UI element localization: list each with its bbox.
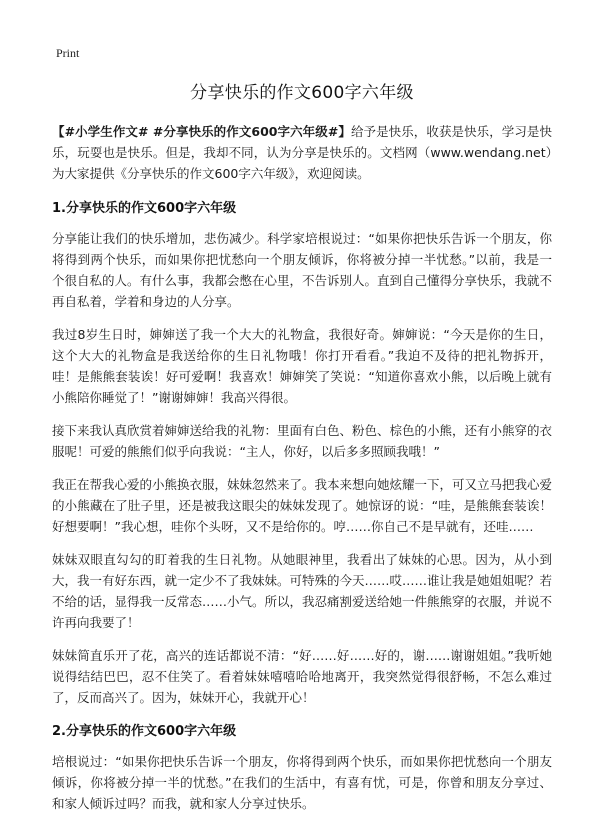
document xyxy=(52,78,552,826)
document-title: 分享快乐的作文600字六年级 xyxy=(190,83,414,103)
section-1-paragraph-1: 分享能让我们的快乐增加，悲伤减少。科学家培根说过：“如果你把快乐告诉一个朋友，你将得到两个快乐，而如果你把忧愁向一个朋友倾诉，你将被分掉一半忧愁。”以前，我是一个很自私的人。有什么事，我都会憋在心里，不告诉别人。直到自己懂得分享快乐，我就不再自私着，学着和身边的人分享。 xyxy=(52,231,553,309)
intro-paragraph xyxy=(52,121,552,184)
section-1-paragraph-3: 接下来我认真欣赏着婶婶送给我的礼物：里面有白色、粉色、棕色的小熊，还有小熊穿的衣服呢！可爱的熊熊们似乎向我说：“主人，你好，以后多多照顾我哦！” xyxy=(52,423,553,459)
section-2-heading: 2.分享快乐的作文600字六年级 xyxy=(52,724,237,739)
print-label: Print xyxy=(56,46,80,60)
section-1-paragraph-5: 妹妹双眼直勾勾的盯着我的生日礼物。从她眼神里，我看出了妹妹的心思。因为，从小到大，我一有好东西，就一定少不了我妹妹。可特殊的今天……哎……谁让我是她姐姐呢？若不给的话，显得我一反常态……小气。所以，我忍痛割爱送给她一件熊熊穿的衣服，并说不许再向我要了！ xyxy=(52,552,553,630)
intro-text: 给予是快乐，收获是快乐，学习是快乐，玩耍也是快乐。但是，我却不同，认为分享是快乐的。文档网（www.wendang.net）为大家提供《分享快乐的作文600字六年级》，欢迎阅读。 xyxy=(52,124,552,181)
section-1-paragraph-4: 我正在帮我心爱的小熊换衣服，妹妹忽然来了。我本来想向她炫耀一下，可又立马把我心爱的小熊藏在了肚子里，还是被我这眼尖的妹妹发现了。她惊讶的说：“哇，是熊熊套装诶！好想要啊！”我心想，哇你个头呀，又不是给你的。哼……你自己不是早就有，还哇…… xyxy=(52,477,553,534)
section-1-heading: 1.分享快乐的作文600字六年级 xyxy=(52,201,237,216)
section-1-paragraph-6: 妹妹简直乐开了花，高兴的连话都说不清：“好……好……好的，谢……谢谢姐姐。”我听她说得结结巴巴，忍不住笑了。看着妹妹嘻嘻哈哈地离开，我突然觉得很舒畅，不怎么难过了，反而高兴了。因为，妹妹开心，我就开心！ xyxy=(52,648,552,705)
intro-tag: 【#小学生作文# #分享快乐的作文600字六年级#】 xyxy=(52,124,351,139)
section-1-paragraph-2: 我过8岁生日时，婶婶送了我一个大大的礼物盒，我很好奇。婶婶说：“今天是你的生日，这个大大的礼物盒是我送给你的生日礼物哦！你打开看看。”我迫不及待的把礼物拆开，哇！是熊熊套装诶！好可爱啊！我喜欢！婶婶笑了笑说：“知道你喜欢小熊，以后晚上就有小熊陪你睡觉了！”谢谢婶婶！我高兴得很。 xyxy=(52,327,552,405)
section-2-paragraph-1: 培根说过：“如果你把快乐告诉一个朋友，你将得到两个快乐，而如果你把忧愁向一个朋友倾诉，你将被分掉一半的忧愁。”在我们的生活中，有喜有忧，可是，你曾和朋友分享过、和家人倾诉过吗？而我，就和家人分享过快乐。 xyxy=(52,754,552,811)
